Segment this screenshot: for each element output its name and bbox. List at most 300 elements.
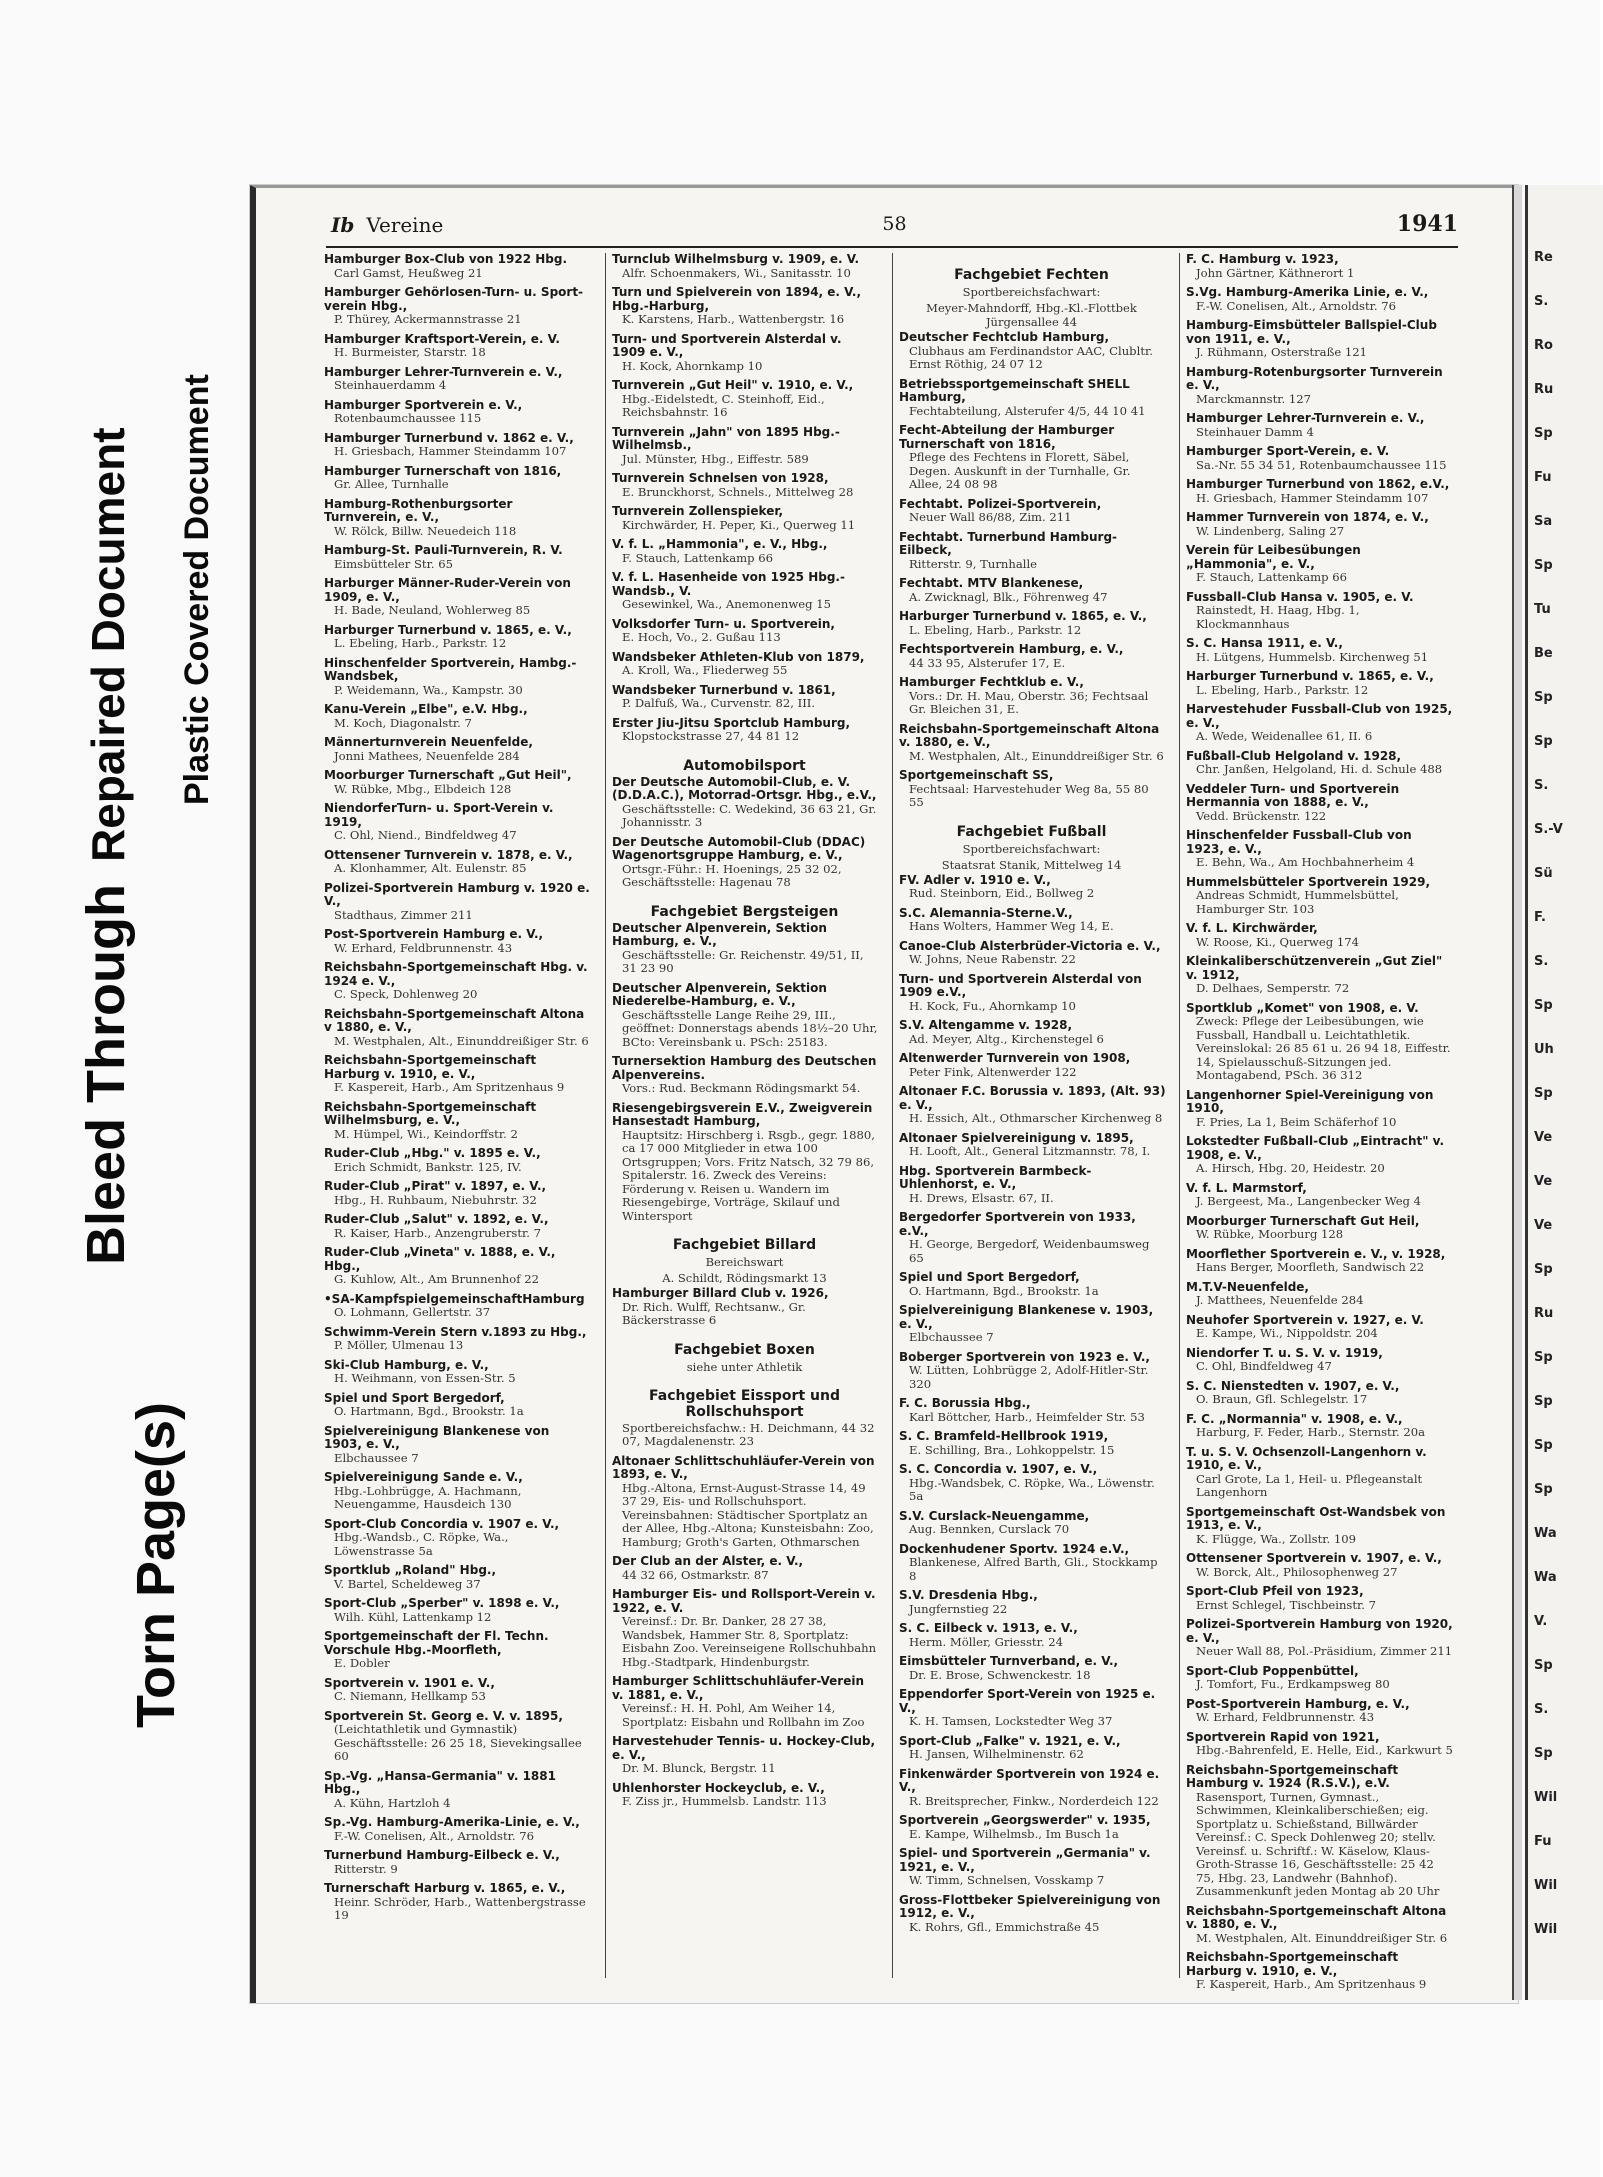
club-details: R. Breitsprecher, Finkw., Norderdeich 122	[909, 1793, 1159, 1808]
club-details: D. Delhaes, Semperstr. 72	[1196, 981, 1350, 995]
club-details: Vors.: Dr. H. Mau, Oberstr. 36; Fechtsaal Gr. Bleichen 31, E.	[909, 688, 1149, 716]
club-entry	[612, 1782, 879, 1809]
club-name: Niendorfer T. u. S. V. v. 1919,	[1186, 1345, 1383, 1360]
club-name: F. C. Hamburg v. 1923,	[1186, 252, 1339, 266]
club-name: Wandsbeker Turnerbund v. 1861,	[612, 682, 836, 697]
club-name: Reichsbahn-Sportgemeinschaft Hbg. v. 1924 e. V.,	[324, 960, 588, 988]
club-details: F.-W. Conelisen, Alt., Arnoldstr. 76	[334, 1828, 534, 1843]
club-name: Fechtsportverein Hamburg, e. V.,	[899, 642, 1124, 656]
club-details: Dr. Rich. Wulff, Rechtsanw., Gr. Bäckerstrasse 6	[622, 1299, 806, 1327]
club-entry	[899, 1510, 1166, 1537]
club-entry	[612, 1102, 879, 1224]
club-details: H. Kock, Ahornkamp 10	[622, 358, 763, 373]
club-name: Reichsbahn-Sportgemeinschaft Hamburg v. 1924 (R.S.V.), e.V.	[1186, 1762, 1399, 1790]
club-name: V. f. L. Kirchwärder,	[1186, 921, 1318, 935]
club-entry	[899, 1622, 1166, 1649]
club-details: Geschäftsstelle: Gr. Reichenstr. 49/51, II, 31 23 90	[622, 947, 864, 975]
club-details: Carl Grote, La 1, Heil- u. Pflegeanstalt Langenhorn	[1196, 1471, 1423, 1499]
club-name: V. f. L. Marmstorf,	[1186, 1180, 1307, 1195]
club-details: H. Bade, Neuland, Wohlerweg 85	[334, 603, 531, 617]
club-name: Sportverein „Georgswerder" v. 1935,	[899, 1813, 1151, 1827]
club-entry	[612, 1675, 879, 1729]
club-entry	[324, 1597, 591, 1624]
club-name: V. f. L. „Hammonia", e. V., Hbg.,	[612, 537, 828, 551]
club-name: Uhlenhorster Hockeyclub, e. V.,	[612, 1780, 825, 1795]
club-name: Hamburg-St. Pauli-Turnverein, R. V.	[324, 543, 563, 557]
club-details: A. Klonhammer, Alt. Eulenstr. 85	[334, 861, 527, 875]
club-name: Polizei-Sportverein Hamburg von 1920, e. V.,	[1186, 1617, 1453, 1645]
club-details: Rasensport, Turnen, Gymnast., Schwimmen, Kleinkaliberschießen; eig. Sportplatz u. Schießstand, Billwärder Vereinsf.: C. Speck Dohlenweg 20; stellv. Vereinsf. u. Schriftf.: W. Käselow, Klaus-Groth-Strasse 16, Geschäftsstelle: 25 42 75, Hbg. 23, Landwehr (Bahnhof). Zusammenkunft jeden Montag ab 20 Uhr	[1196, 1789, 1440, 1898]
club-details: Rotenbaumchaussee 115	[334, 411, 482, 425]
club-entry	[899, 1304, 1166, 1345]
section-heading: Fachgebiet Boxen	[674, 1341, 815, 1358]
club-details: O. Braun, Gfl. Schlegelstr. 17	[1196, 1392, 1368, 1406]
club-details: K. Karstens, Harb., Wattenbergstr. 16	[622, 312, 845, 326]
club-name: Sportverein v. 1901 e. V.,	[324, 1675, 495, 1690]
club-entry	[1186, 1665, 1453, 1692]
club-entry	[324, 802, 591, 843]
club-entry	[1186, 478, 1453, 505]
club-name: Finkenwärder Sportverein von 1924 e. V.,	[899, 1766, 1160, 1794]
adjacent-page-fragment: Wil	[1534, 1790, 1558, 1805]
club-name: Fussball-Club Hansa v. 1905, e. V.	[1186, 589, 1414, 604]
club-name: Hamburger Fechtklub e. V.,	[899, 675, 1084, 689]
club-details: Elbchaussee 7	[334, 1450, 419, 1465]
club-name: Betriebssportgemeinschaft SHELL Hamburg,	[899, 376, 1130, 404]
club-name: F. C. „Normannia" v. 1908, e. V.,	[1186, 1411, 1403, 1426]
club-entry	[899, 1085, 1166, 1126]
club-details: Vereinsf.: Dr. Br. Danker, 28 27 38, Wandsbek, Hammer Str. 8, Sportplatz: Eisbahn Zoo. Vereinseigene Rollschuhbahn Hbg.-Stadtpark, Hindenburgstr.	[622, 1614, 877, 1669]
adjacent-page-fragment: Re	[1534, 250, 1553, 265]
club-name: Hammer Turnverein von 1874, e. V.,	[1186, 510, 1429, 524]
directory-page	[250, 185, 1518, 2003]
adjacent-page-strip	[1525, 185, 1603, 2000]
club-entry	[612, 717, 879, 744]
club-name: Hinschenfelder Fussball-Club von 1923, e. V.,	[1186, 828, 1412, 856]
header-left	[331, 213, 443, 237]
section-heading: Fachgebiet Bergsteigen	[650, 903, 839, 920]
club-entry	[612, 1055, 879, 1096]
club-entry	[324, 1471, 591, 1512]
club-details: Marckmannstr. 127	[1196, 391, 1312, 406]
adjacent-page-fragment: Sp	[1534, 690, 1553, 705]
club-details: E. Behn, Wa., Am Hochbahnerheim 4	[1196, 855, 1415, 869]
section-subline: A. Schildt, Rödingsmarkt 13	[662, 1271, 827, 1285]
club-name: Eppendorfer Sport-Verein von 1925 e. V.,	[899, 1687, 1156, 1715]
club-name: Harburger Turnerbund v. 1865, e. V.,	[899, 609, 1147, 623]
club-entry	[899, 424, 1166, 492]
adjacent-page-fragment: Sa	[1534, 514, 1553, 529]
club-name: Turnerschaft Harburg v. 1865, e. V.,	[324, 1881, 566, 1895]
page-number: 58	[882, 213, 907, 235]
club-entry	[899, 973, 1166, 1014]
adjacent-page-fragment: Ve	[1534, 1130, 1553, 1145]
club-entry	[612, 286, 879, 327]
club-entry	[324, 1630, 591, 1671]
club-details: H. Burmeister, Starstr. 18	[334, 345, 486, 359]
club-entry	[324, 1101, 591, 1142]
column-3	[892, 253, 1170, 1978]
club-details: Vors.: Rud. Beckmann Rödingsmarkt 54.	[622, 1081, 861, 1095]
club-entry	[1186, 412, 1453, 439]
club-details: Hans Berger, Moorfleth, Sandwisch 22	[1196, 1260, 1425, 1274]
club-details: M. Westphalen, Alt., Einunddreißiger Str. 6	[909, 748, 1164, 763]
club-name: Sport-Club Pfeil von 1923,	[1186, 1584, 1364, 1598]
club-details: O. Hartmann, Bgd., Brookstr. 1a	[909, 1283, 1099, 1298]
club-entry	[612, 1422, 879, 1449]
club-entry	[899, 1211, 1166, 1265]
club-entry	[899, 907, 1166, 934]
club-entry	[899, 577, 1166, 604]
club-details: Ritterstr. 9, Turnhalle	[909, 556, 1038, 571]
club-name: Hamburg-Rothenburgsorter Turnverein, e. V.,	[324, 496, 513, 524]
club-name: FV. Adler v. 1910 e. V.,	[899, 872, 1051, 887]
club-name: Hbg. Sportverein Barmbeck-Uhlenhorst, e. V.,	[899, 1163, 1092, 1191]
section-subline: Staatsrat Stanik, Mittelweg 14	[941, 857, 1122, 872]
club-entry	[324, 1677, 591, 1704]
repaired-document-text: Repaired Document	[82, 427, 134, 863]
club-entry	[324, 498, 591, 539]
club-details: Aug. Bennken, Curslack 70	[909, 1522, 1070, 1536]
adjacent-page-fragment: Wa	[1534, 1526, 1557, 1541]
adjacent-page-fragment: Ru	[1534, 382, 1554, 397]
club-entry	[324, 1359, 591, 1386]
club-name: Ottensener Turnverein v. 1878, e. V.,	[324, 847, 573, 862]
club-name: Hamburger Box-Club von 1922 Hbg.	[324, 252, 568, 266]
club-details: Ad. Meyer, Altg., Kirchenstegel 6	[909, 1031, 1104, 1046]
club-details: W. Rübke, Mbg., Elbdeich 128	[334, 781, 512, 796]
club-entry	[324, 1425, 591, 1466]
column-2	[605, 253, 883, 1978]
club-details: Herm. Möller, Griesstr. 24	[909, 1634, 1063, 1649]
club-details: 44 33 95, Alsterufer 17, E.	[909, 655, 1066, 670]
club-entry	[324, 961, 591, 1002]
club-details: Fechtabteilung, Alsterufer 4/5, 44 10 41	[909, 403, 1146, 418]
club-name: Hamburg-Eimsbütteler Ballspiel-Club von 1911, e. V.,	[1186, 318, 1437, 346]
club-details: F. Ziss jr., Hummelsb. Landstr. 113	[622, 1794, 827, 1808]
club-details: H. Lütgens, Hummelsb. Kirchenweg 51	[1196, 649, 1429, 664]
adjacent-page-fragment: Wa	[1534, 1570, 1557, 1585]
club-entry	[612, 982, 879, 1050]
club-details: Steinhauerdamm 4	[334, 378, 447, 392]
club-entry	[324, 657, 591, 698]
club-details: W. Roose, Ki., Querweg 174	[1196, 934, 1359, 949]
club-entry	[899, 1430, 1166, 1457]
club-name: Reichsbahn-Sportgemeinschaft Harburg v. 1910, e. V.,	[1186, 1950, 1399, 1978]
section-subline: siehe unter Athletik	[686, 1359, 803, 1374]
club-details: Peter Fink, Altenwerder 122	[909, 1064, 1077, 1079]
club-details: Jul. Münster, Hbg., Eiffestr. 589	[622, 451, 809, 466]
adjacent-page-fragment: Ru	[1534, 1306, 1554, 1321]
club-name: Ruder-Club „Salut" v. 1892, e. V.,	[324, 1212, 549, 1226]
club-entry	[612, 1455, 879, 1550]
club-entry	[1186, 1347, 1453, 1374]
club-entry	[899, 1543, 1166, 1584]
club-name: Sport-Club „Sperber" v. 1898 e. V.,	[324, 1596, 560, 1610]
club-name: Sportgemeinschaft Ost-Wandsbek von 1913, e. V.,	[1186, 1504, 1446, 1532]
club-details: H. Looft, Alt., General Litzmannstr. 78, I.	[909, 1144, 1151, 1158]
club-entry	[612, 426, 879, 467]
club-name: Fechtabt. Turnerbund Hamburg-Eilbeck,	[899, 529, 1118, 557]
club-name: Ruder-Club „Pirat" v. 1897, e. V.,	[324, 1179, 547, 1193]
club-details: Erich Schmidt, Bankstr. 125, IV.	[334, 1159, 522, 1174]
adjacent-page-fragment: Sp	[1534, 734, 1553, 749]
club-entry	[1186, 1248, 1453, 1275]
club-name: Lokstedter Fußball-Club „Eintracht" v. 1908, e. V.,	[1186, 1134, 1445, 1162]
club-entry	[899, 940, 1166, 967]
club-details: P. Dalfuß, Wa., Curvenstr. 82, III.	[622, 696, 816, 710]
club-entry	[899, 1052, 1166, 1079]
adjacent-page-fragment: Sp	[1534, 1482, 1553, 1497]
club-name: Moorburger Turnerschaft „Gut Heil",	[324, 768, 572, 782]
club-name: Harburger Turnerbund v. 1865, e. V.,	[1186, 669, 1434, 683]
club-details: K. H. Tamsen, Lockstedter Weg 37	[909, 1714, 1113, 1728]
column-4	[1179, 252, 1457, 1991]
club-entry	[324, 849, 591, 876]
club-details: H. Drews, Elsastr. 67, II.	[909, 1190, 1054, 1205]
adjacent-page-fragment: Be	[1534, 646, 1553, 661]
club-name: Hamburger Eis- und Rollsport-Verein v. 1922, e. V.	[612, 1587, 876, 1615]
club-name: Post-Sportverein Hamburg, e. V.,	[1186, 1696, 1410, 1711]
club-details: Neuer Wall 86/88, Zim. 211	[909, 510, 1072, 524]
club-details: Chr. Janßen, Helgoland, Hi. d. Schule 488	[1196, 762, 1443, 776]
club-entry	[612, 1588, 879, 1669]
club-details: J. Matthees, Neuenfelde 284	[1196, 1293, 1364, 1307]
club-entry	[899, 610, 1166, 637]
page-header	[331, 213, 1458, 243]
club-entry	[1186, 922, 1453, 949]
club-name: Spielvereinigung Blankenese von 1903, e. V.,	[324, 1423, 550, 1451]
section-heading: Fachgebiet Eissport und Rollschuhsport	[649, 1387, 840, 1420]
club-details: Steinhauer Damm 4	[1196, 424, 1314, 439]
club-name: Turnverein „Gut Heil" v. 1910, e. V.,	[612, 378, 854, 392]
club-name: S. C. Hansa 1911, e. V.,	[1186, 636, 1343, 650]
club-details: Ritterstr. 9	[334, 1861, 398, 1876]
adjacent-page-fragment: Wil	[1534, 1922, 1558, 1937]
club-name: Sp.-Vg. Hamburg-Amerika-Linie, e. V.,	[324, 1815, 580, 1829]
club-name: S. C. Concordia v. 1907, e. V.,	[899, 1462, 1098, 1476]
club-entry	[1186, 1905, 1453, 1946]
club-details: A. Kühn, Hartzloh 4	[334, 1795, 451, 1810]
club-name: S.C. Alemannia-Sterne.V.,	[899, 905, 1073, 920]
club-details: Andreas Schmidt, Hummelsbüttel, Hamburger Str. 103	[1196, 888, 1399, 916]
club-entry	[1186, 1281, 1453, 1308]
club-details: Ernst Schlegel, Tischbeinstr. 7	[1196, 1597, 1377, 1612]
club-entry	[899, 769, 1166, 810]
adjacent-page-fragment: Sp	[1534, 1350, 1553, 1365]
club-name: Sportgemeinschaft SS,	[899, 768, 1054, 782]
club-name: Deutscher Fechtclub Hamburg,	[899, 330, 1110, 344]
club-entry	[1186, 1135, 1453, 1176]
adjacent-page-fragment: Fu	[1534, 470, 1552, 485]
club-entry	[899, 723, 1166, 764]
club-name: Altonaer Schlittschuhläufer-Verein von 1893, e. V.,	[612, 1453, 875, 1481]
club-entry	[1186, 1413, 1453, 1440]
adjacent-page-fragment: S.-V	[1534, 822, 1563, 837]
club-details: P. Weidemann, Wa., Kampstr. 30	[334, 682, 523, 697]
adjacent-page-fragment: F.	[1534, 910, 1546, 925]
club-entry	[612, 651, 879, 678]
club-details: Hbg.-Bahrenfeld, E. Helle, Eid., Karkwurt 5	[1196, 1743, 1453, 1757]
club-name: S. C. Bramfeld-Hellbrook 1919,	[899, 1429, 1109, 1443]
club-name: Reichsbahn-Sportgemeinschaft Wilhelmsburg, e. V.,	[324, 1099, 537, 1127]
club-details: K. Rohrs, Gfl., Emmichstraße 45	[909, 1919, 1100, 1934]
club-details: Stadthaus, Zimmer 211	[334, 907, 473, 922]
club-entry	[1186, 1380, 1453, 1407]
club-details: A. Zwicknagl, Blk., Föhrenweg 47	[909, 589, 1108, 604]
club-entry	[1186, 445, 1453, 472]
adjacent-page-fragment: S.	[1534, 1702, 1549, 1717]
club-name: Hamburger Turnerbund v. 1862 e. V.,	[324, 430, 574, 445]
club-details: Rainstedt, H. Haag, Hbg. 1, Klockmannhaus	[1196, 603, 1360, 631]
club-details: W. Erhard, Feldbrunnenstr. 43	[334, 940, 513, 955]
club-details: H. George, Bergedorf, Weidenbaumsweg 65	[909, 1237, 1150, 1265]
bleed-through-label	[75, 427, 137, 1265]
club-entry	[324, 1180, 591, 1207]
club-name: Eimsbütteler Turnverband, e. V.,	[899, 1654, 1119, 1668]
club-name: Altenwerder Turnverein von 1908,	[899, 1051, 1131, 1065]
header-rule	[326, 246, 1458, 248]
club-name: Hinschenfelder Sportverein, Hambg.-Wandsbek,	[324, 655, 577, 683]
club-details: Sa.-Nr. 55 34 51, Rotenbaumchaussee 115	[1196, 457, 1447, 472]
header-code: Ib	[331, 213, 355, 237]
club-entry	[612, 836, 879, 890]
club-details: Clubhaus am Ferdinandstor AAC, Clubltr. Ernst Röthig, 24 07 12	[909, 343, 1153, 371]
club-name: Sportklub „Roland" Hbg.,	[324, 1563, 497, 1577]
club-name: Hummelsbütteler Sportverein 1929,	[1186, 874, 1431, 889]
club-entry	[612, 379, 879, 420]
club-entry	[612, 1555, 879, 1582]
club-name: Sportgemeinschaft der Fl. Techn. Vorschule Hbg.-Moorfleth,	[324, 1629, 549, 1657]
club-details: W. Erhard, Feldbrunnenstr. 43	[1196, 1710, 1375, 1724]
club-entry	[1186, 1446, 1453, 1500]
club-details: W. Timm, Schnelsen, Vosskamp 7	[909, 1873, 1105, 1887]
adjacent-page-fragment: S.	[1534, 954, 1549, 969]
club-name: Verein für Leibesübungen „Hammonia", e. V.,	[1186, 543, 1361, 571]
club-entry	[899, 1847, 1166, 1888]
bleed-through-text: Bleed Through	[76, 884, 136, 1265]
club-details: Hans Wolters, Hammer Weg 14, E.	[909, 919, 1114, 933]
club-entry	[1186, 1314, 1453, 1341]
club-details: Wilh. Kühl, Lattenkamp 12	[334, 1609, 492, 1624]
club-name: F. C. Borussia Hbg.,	[899, 1396, 1031, 1410]
club-details: Harburg, F. Feder, Harb., Sternstr. 20a	[1196, 1425, 1426, 1439]
club-entry	[899, 1019, 1166, 1046]
club-entry	[899, 531, 1166, 572]
club-entry	[324, 1518, 591, 1559]
club-name: Spiel und Sport Bergedorf,	[899, 1270, 1080, 1284]
club-entry	[324, 1710, 591, 1764]
adjacent-page-fragment: Sp	[1534, 1438, 1553, 1453]
club-name: Reichsbahn-Sportgemeinschaft Altona v. 1880, e. V.,	[899, 721, 1160, 749]
club-name: Kleinkaliberschützenverein „Gut Ziel" v. 1912,	[1186, 954, 1443, 982]
club-name: Harvestehuder Tennis- u. Hockey-Club, e. V.,	[612, 1734, 876, 1762]
club-entry	[1186, 829, 1453, 870]
club-name: Langenhorner Spiel-Vereinigung von 1910,	[1186, 1087, 1434, 1115]
club-name: Veddeler Turn- und Sportverein Hermannia von 1888, e. V.,	[1186, 781, 1400, 809]
club-details: A. Hirsch, Hbg. 20, Heidestr. 20	[1196, 1161, 1385, 1175]
club-name: Gross-Flottbeker Spielvereinigung von 1912, e. V.,	[899, 1892, 1161, 1920]
club-details: W. Borck, Alt., Philosophenweg 27	[1196, 1564, 1398, 1579]
club-entry	[324, 1770, 591, 1811]
club-entry	[612, 618, 879, 645]
column-1	[318, 253, 595, 1978]
club-details: Fechtsaal: Harvestehuder Weg 8a, 55 80 55	[909, 781, 1149, 809]
club-entry	[1186, 876, 1453, 917]
club-details: Hbg., H. Ruhbaum, Niebuhrstr. 32	[334, 1192, 537, 1207]
club-entry	[612, 922, 879, 976]
club-entry	[899, 1271, 1166, 1298]
adjacent-page-fragment: S.	[1534, 294, 1549, 309]
club-entry	[899, 331, 1166, 372]
club-name: Hamburger Schlittschuhläufer-Verein v. 1881, e. V.,	[612, 1674, 865, 1702]
club-name: S.V. Altengamme v. 1928,	[899, 1018, 1073, 1032]
section-heading: Fachgebiet Billard	[672, 1237, 817, 1253]
club-entry	[1186, 286, 1453, 313]
entries-columns	[318, 252, 1456, 1991]
adjacent-page-fragment: Sp	[1534, 1262, 1553, 1277]
adjacent-page-fragment: Uh	[1534, 1042, 1554, 1057]
torn-pages-label: Torn Page(s)	[126, 1401, 186, 1728]
club-entry	[1186, 511, 1453, 538]
club-entry	[324, 1008, 591, 1049]
club-name: Deutscher Alpenverein, Sektion Niederelbe-Hamburg, e. V.,	[612, 980, 827, 1008]
club-name: Volksdorfer Turn- u. Sportverein,	[612, 616, 835, 631]
club-name: Erster Jiu-Jitsu Sportclub Hamburg,	[612, 715, 851, 730]
club-entry	[612, 472, 879, 499]
club-name: Sportverein St. Georg e. V. v. 1895,	[324, 1708, 563, 1723]
club-details: H. Essich, Alt., Othmarscher Kirchenweg 8	[909, 1111, 1163, 1125]
club-details: Alfr. Schoenmakers, Wi., Sanitasstr. 10	[622, 265, 851, 280]
club-entry	[899, 1463, 1166, 1504]
club-entry	[324, 769, 591, 796]
club-details: O. Hartmann, Bgd., Brookstr. 1a	[334, 1404, 524, 1418]
adjacent-page-fragment: Sp	[1534, 426, 1553, 441]
club-details: F. Stauch, Lattenkamp 66	[622, 550, 773, 565]
club-details: F. Kaspereit, Harb., Am Spritzenhaus 9	[1196, 1977, 1427, 1991]
club-details: H. Griesbach, Hammer Steindamm 107	[334, 444, 567, 458]
club-details: W. Rübke, Moorburg 128	[1196, 1227, 1344, 1241]
header-year: 1941	[1396, 211, 1458, 237]
club-name: Sportklub „Komet" von 1908, e. V.	[1186, 1000, 1419, 1015]
club-entry	[1186, 1552, 1453, 1579]
club-name: Spielvereinigung Sande e. V.,	[324, 1470, 523, 1484]
club-details: E. Dobler	[334, 1656, 390, 1670]
club-name: Spiel und Sport Bergedorf,	[324, 1390, 505, 1405]
adjacent-page-fragment: Sp	[1534, 558, 1553, 573]
club-entry	[324, 1816, 591, 1843]
club-entry	[324, 1213, 591, 1240]
adjacent-page-fragment: Ve	[1534, 1174, 1553, 1189]
club-entry	[324, 928, 591, 955]
club-entry	[1186, 591, 1453, 632]
club-name: Sport-Club „Falke" v. 1921, e. V.,	[899, 1733, 1121, 1748]
club-name: Sp.-Vg. „Hansa-Germania" v. 1881 Hbg.,	[324, 1768, 556, 1796]
club-details: E. Hoch, Vo., 2. Gußau 113	[622, 630, 781, 644]
club-entry	[899, 1735, 1166, 1762]
club-name: Turn und Spielverein von 1894, e. V., Hbg.-Harburg,	[612, 285, 862, 313]
club-entry	[324, 1246, 591, 1287]
club-details: H. Weihmann, von Essen-Str. 5	[334, 1371, 516, 1385]
club-entry	[899, 1589, 1166, 1616]
club-entry	[1186, 1764, 1453, 1899]
club-details: Ortsgr.-Führ.: H. Hoenings, 25 32 02, Geschäftsstelle: Hagenau 78	[622, 861, 842, 889]
club-entry	[1186, 1215, 1453, 1242]
club-entry	[324, 1849, 591, 1876]
club-details: Blankenese, Alfred Barth, Gli., Stockkamp 8	[909, 1555, 1158, 1583]
section-subline: Bereichswart	[705, 1255, 784, 1269]
club-entry	[899, 1814, 1166, 1841]
